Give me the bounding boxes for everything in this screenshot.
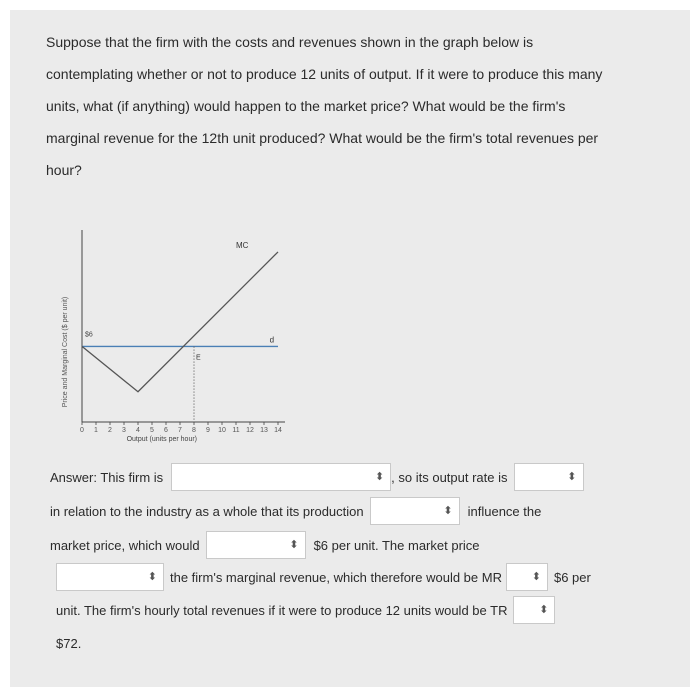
chevron-updown-icon: ⬍ bbox=[443, 505, 453, 517]
x-tick-label: 13 bbox=[260, 427, 268, 434]
answer-text: $6 per unit. The market price bbox=[313, 537, 480, 553]
tr-relation-dropdown[interactable] bbox=[513, 596, 555, 624]
y-axis-label: Price and Marginal Cost ($ per unit) bbox=[62, 296, 69, 408]
chevron-updown-icon: ⬍ bbox=[531, 571, 541, 583]
answer-text: in relation to the industry as a whole that its production bbox=[50, 503, 364, 519]
x-tick-label: 2 bbox=[108, 427, 112, 434]
answer-row-4 bbox=[50, 560, 591, 594]
market-price-change-dropdown[interactable] bbox=[206, 531, 306, 559]
answer-text: $72. bbox=[56, 635, 82, 651]
firm-type-dropdown[interactable] bbox=[171, 463, 391, 491]
production-influence-dropdown[interactable] bbox=[370, 497, 460, 525]
chevron-updown-icon: ⬍ bbox=[539, 604, 549, 616]
x-tick-label: 8 bbox=[192, 427, 196, 434]
chevron-updown-icon: ⬍ bbox=[567, 471, 577, 483]
mc-label: MC bbox=[236, 241, 249, 251]
answer-row-2 bbox=[50, 494, 541, 528]
x-tick-label: 1 bbox=[94, 427, 98, 434]
mr-relation-dropdown[interactable] bbox=[506, 563, 548, 591]
x-tick-label: 14 bbox=[274, 427, 282, 434]
x-tick-label: 3 bbox=[122, 427, 126, 434]
answer-text: Answer: This firm is bbox=[50, 469, 164, 485]
answer-text: influence the bbox=[467, 503, 542, 519]
x-axis-label: Output (units per hour) bbox=[126, 436, 198, 443]
x-tick-label: 6 bbox=[164, 427, 168, 434]
answer-row-5 bbox=[50, 593, 555, 627]
x-tick-label: 7 bbox=[178, 427, 182, 434]
x-tick-label: 0 bbox=[80, 427, 84, 434]
question-line: Suppose that the firm with the costs and revenues shown in the graph below is bbox=[46, 34, 534, 50]
question-line: hour? bbox=[46, 162, 82, 178]
answer-text: the firm's marginal revenue, which therefore would be MR bbox=[170, 569, 502, 585]
chevron-updown-icon: ⬍ bbox=[147, 571, 157, 583]
answer-row-3 bbox=[50, 528, 480, 562]
answer-text: market price, which would bbox=[50, 537, 200, 553]
answer-row-1 bbox=[50, 460, 584, 494]
question-line: units, what (if anything) would happen to the market price? What would be the firm's bbox=[46, 98, 566, 114]
mc-curve bbox=[82, 252, 278, 392]
question-line: contemplating whether or not to produce 12 units of output. If it were to produce this many bbox=[46, 66, 603, 82]
answer-row-6 bbox=[50, 626, 81, 660]
chevron-updown-icon: ⬍ bbox=[374, 471, 385, 483]
answer-text: , so its output rate is bbox=[391, 469, 508, 485]
x-tick-label: 12 bbox=[246, 427, 254, 434]
question-text bbox=[46, 26, 656, 186]
answer-text: $6 per bbox=[553, 569, 591, 585]
x-tick-label: 4 bbox=[136, 427, 140, 434]
x-tick-label: 10 bbox=[218, 427, 226, 434]
demand-label: d bbox=[269, 335, 275, 345]
x-tick-label: 11 bbox=[232, 427, 240, 434]
chevron-updown-icon: ⬍ bbox=[289, 539, 299, 551]
x-tick-label: 9 bbox=[206, 427, 210, 434]
market-price-relation-dropdown[interactable] bbox=[56, 563, 164, 591]
answer-text: unit. The firm's hourly total revenues if it were to produce 12 units would be TR bbox=[56, 602, 508, 618]
x-tick-label: 5 bbox=[150, 427, 154, 434]
equilibrium-label: E bbox=[196, 354, 201, 362]
output-rate-dropdown[interactable] bbox=[514, 463, 584, 491]
question-line: marginal revenue for the 12th unit produced? What would be the firm's total revenues per bbox=[46, 130, 599, 146]
cost-revenue-graph bbox=[58, 222, 308, 462]
y-tick-label: $6 bbox=[85, 331, 93, 339]
